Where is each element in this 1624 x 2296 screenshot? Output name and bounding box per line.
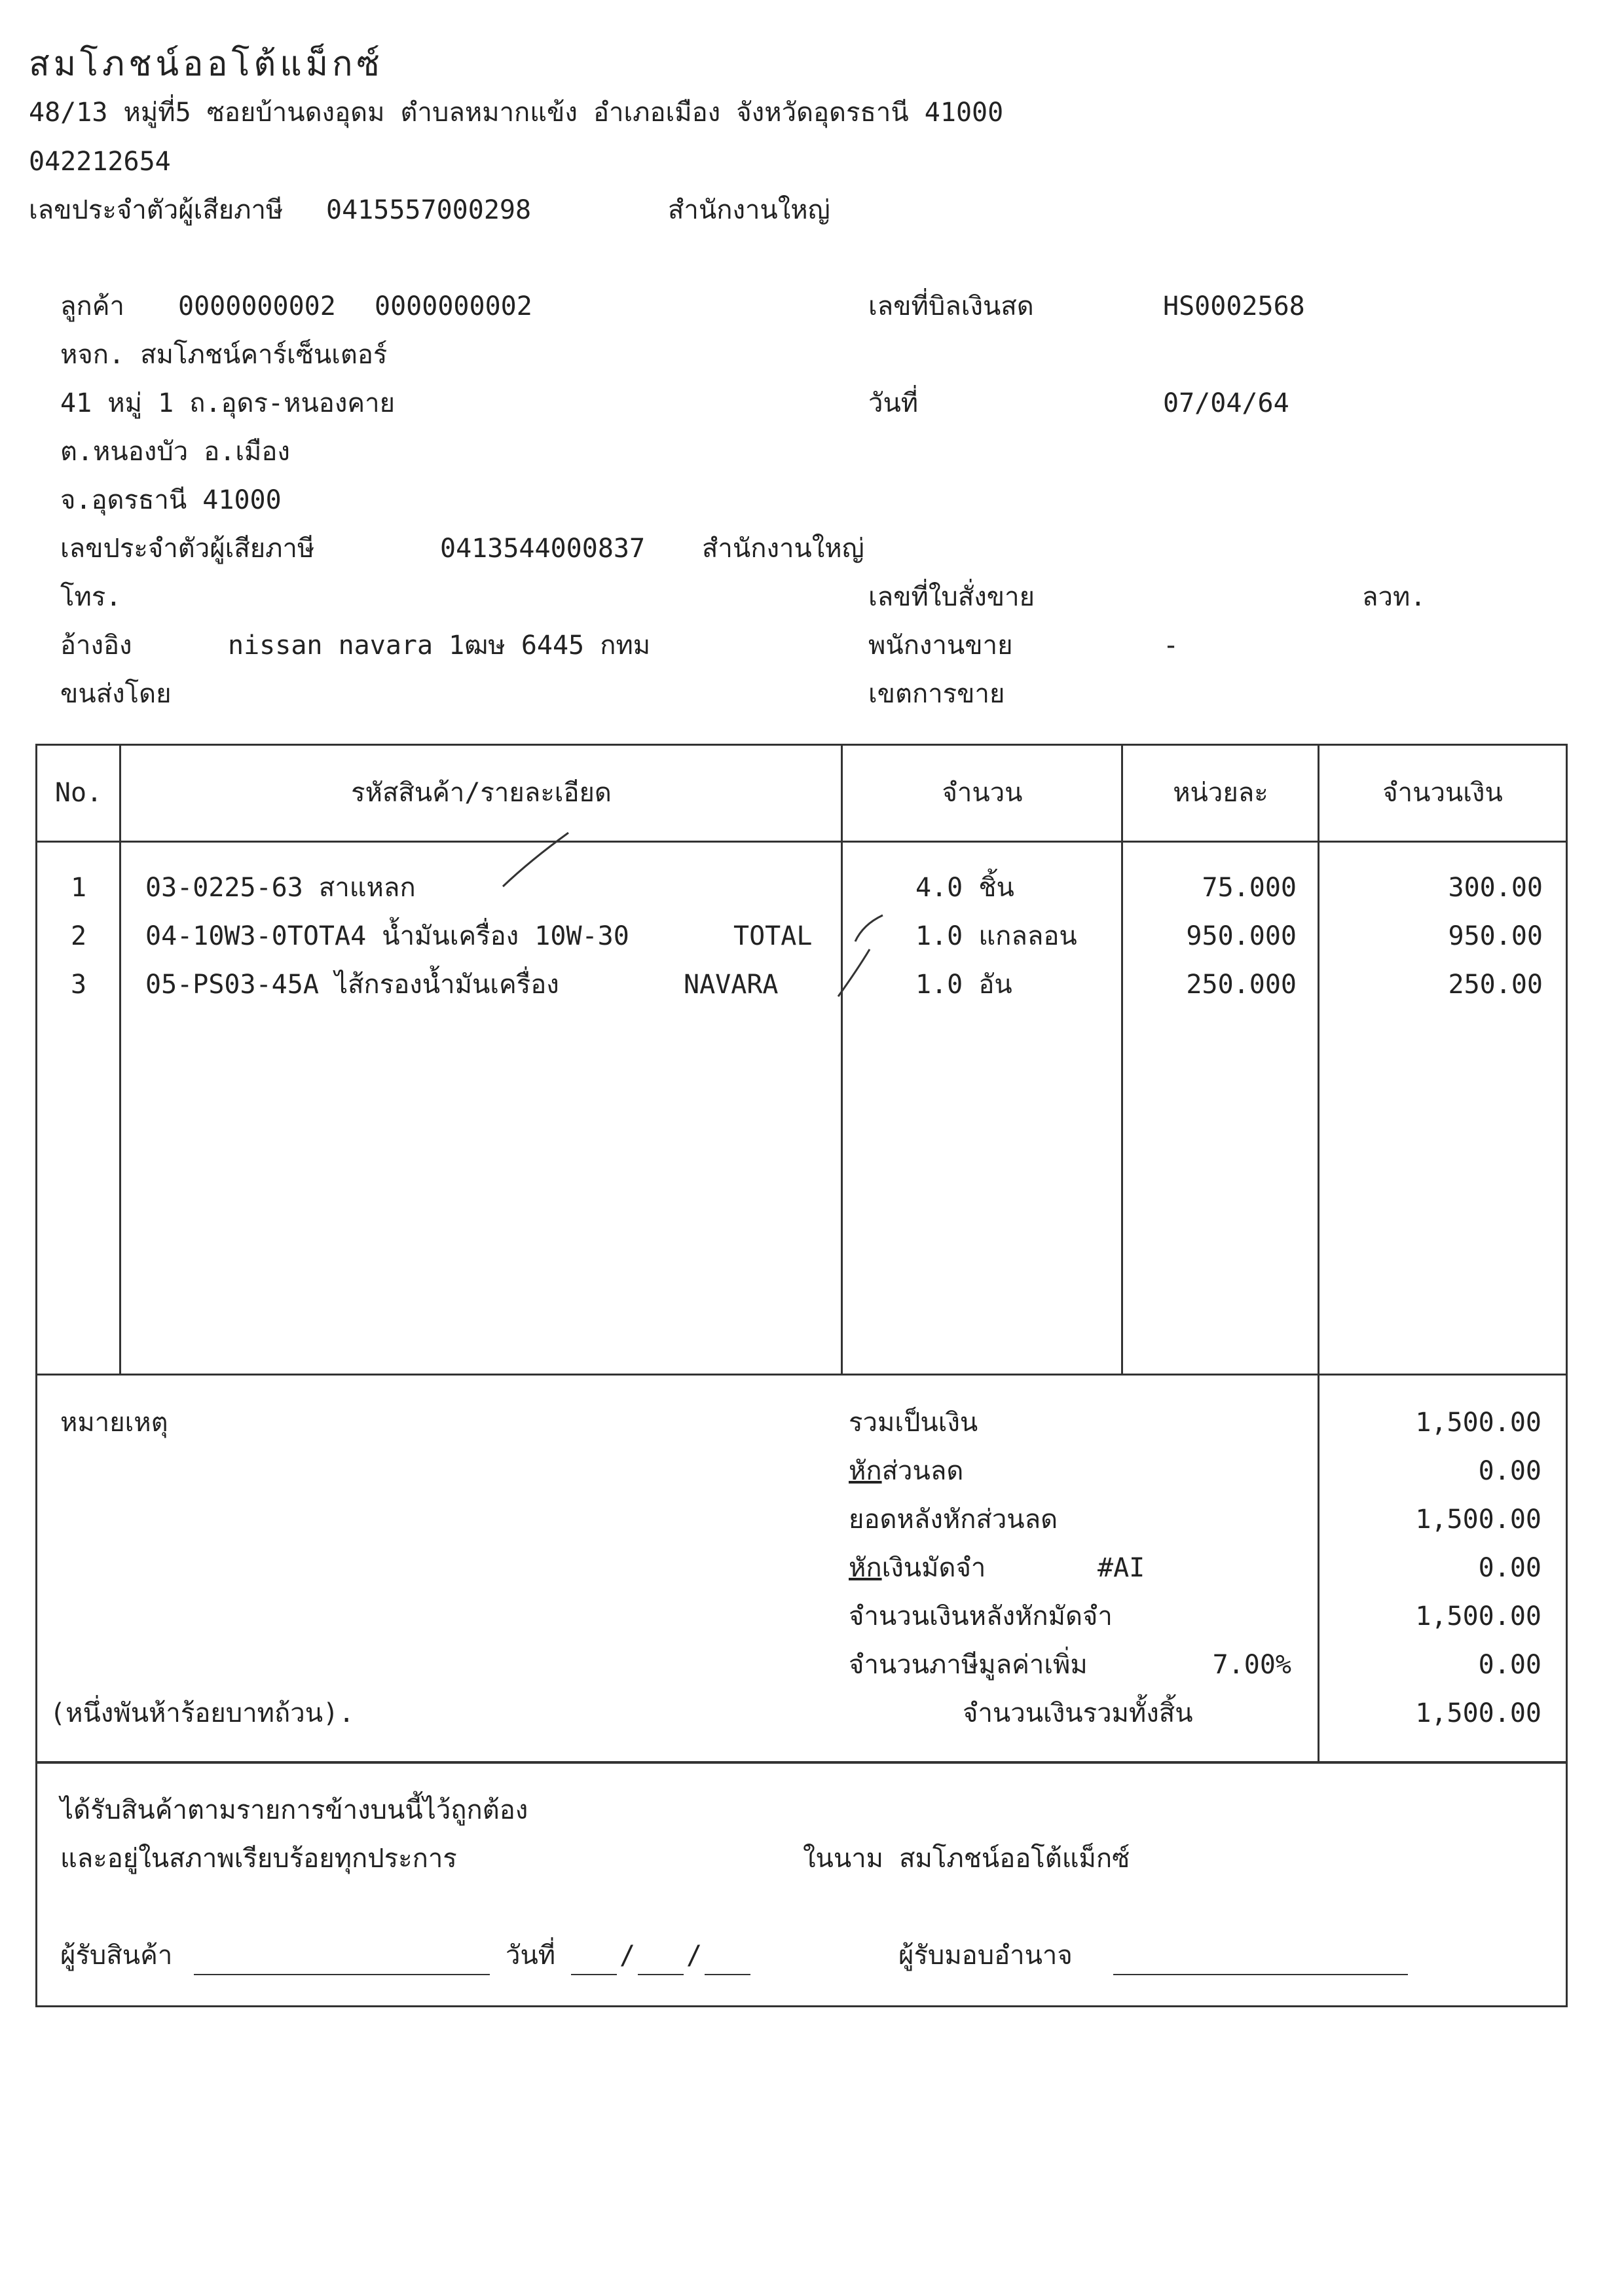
row-3-unit-price: 250.000	[1186, 970, 1297, 1000]
row-1-amount: 300.00	[1448, 873, 1543, 903]
row-3-description: 05-PS03-45A ไส้กรองน้ำมันเครื่อง	[145, 970, 559, 1000]
received-statement-2: และอยู่ในสภาพเรียบร้อยทุกประการ	[60, 1844, 457, 1874]
customer-name: หจก. สมโภชน์คาร์เซ็นเตอร์	[60, 340, 388, 370]
handwritten-check-mark-1	[498, 826, 576, 892]
row-1-description: 03-0225-63 สาแหลก	[145, 873, 416, 903]
discount-label	[849, 1455, 963, 1487]
vat-rate: 7.00%	[1212, 1650, 1291, 1680]
row-3-quantity: 1.0 อัน	[915, 970, 1012, 1000]
discount-label-suffix: ส่วนลด	[881, 1456, 964, 1486]
salesman-value: -	[1163, 630, 1179, 661]
ltw-label: ลวท.	[1362, 582, 1426, 612]
deposit-label	[849, 1552, 986, 1584]
vat-label: จำนวนภาษีมูลค่าเพิ่ม	[849, 1650, 1088, 1680]
date-month-line	[638, 1974, 684, 1975]
date-slash-1: /	[619, 1941, 636, 1971]
customer-address-3: จ.อุดรธานี 41000	[60, 485, 282, 515]
company-phone: 042212654	[29, 147, 171, 177]
reference-label: อ้างอิง	[60, 630, 132, 661]
subtotal-label: รวมเป็นเงิน	[849, 1408, 978, 1438]
discount-label-prefix: หัก	[849, 1456, 882, 1486]
receiver-label: ผู้รับสินค้า	[60, 1941, 173, 1971]
order-number-label: เลขที่ใบสั่งขาย	[868, 582, 1035, 612]
shipping-label: ขนส่งโดย	[60, 679, 172, 709]
after-discount-label: ยอดหลังหักส่วนลด	[849, 1504, 1058, 1535]
vat-value: 0.00	[1478, 1650, 1541, 1680]
subtotal-value: 1,500.00	[1415, 1408, 1541, 1438]
row-1-no: 1	[70, 873, 87, 903]
row-1-unit-price: 75.000	[1202, 873, 1297, 903]
deposit-label-suffix: เงินมัดจำ	[881, 1553, 986, 1583]
customer-label: ลูกค้า	[60, 291, 124, 321]
after-deposit-label: จำนวนเงินหลังหักมัดจำ	[849, 1601, 1113, 1631]
discount-value: 0.00	[1478, 1456, 1541, 1486]
row-2-amount: 950.00	[1448, 921, 1543, 951]
row-2-description: 04-10W3-0TOTA4 น้ำมันเครื่อง 10W-30	[145, 921, 629, 951]
company-tax-label: เลขประจำตัวผู้เสียภาษี	[29, 195, 284, 225]
company-tax-id: 0415557000298	[326, 195, 532, 225]
bill-number-label: เลขที่บิลเงินสด	[868, 291, 1034, 321]
col-divider-no	[119, 744, 121, 1375]
amount-in-words: (หนึ่งพันห้าร้อยบาทถ้วน).	[50, 1698, 355, 1728]
reference-value: nissan navara 1ฒษ 6445 กทม	[228, 630, 651, 661]
customer-address-1: 41 หมู่ 1 ถ.อุดร-หนองคาย	[60, 388, 396, 418]
customer-code-1: 0000000002	[178, 291, 336, 321]
header-amount: จำนวนเงิน	[1382, 778, 1503, 808]
handwritten-check-mark-2	[832, 910, 891, 1002]
row-3-brand: NAVARA	[684, 970, 779, 1000]
company-address: 48/13 หมู่ที่5 ซอยบ้านดงอุดม ตำบลหมากแข้ง อำเภอเมือง จังหวัดอุดรธานี 41000	[29, 98, 1004, 128]
after-discount-value: 1,500.00	[1415, 1504, 1541, 1535]
deposit-code: #AI	[1098, 1553, 1145, 1583]
customer-address-2: ต.หนองบัว อ.เมือง	[60, 437, 290, 467]
col-divider-desc	[841, 744, 843, 1375]
date-year-line	[705, 1974, 750, 1975]
customer-phone-label: โทร.	[60, 582, 122, 612]
bill-number: HS0002568	[1163, 291, 1305, 321]
row-3-no: 3	[70, 970, 87, 1000]
header-unit-price: หน่วยละ	[1173, 778, 1268, 808]
bill-date: 07/04/64	[1163, 388, 1289, 418]
received-statement-1: ได้รับสินค้าตามรายการข้างบนนี้ไว้ถูกต้อง	[60, 1795, 528, 1825]
col-divider-unit	[1318, 744, 1320, 1762]
row-2-no: 2	[70, 921, 87, 951]
customer-branch: สำนักงานใหญ่	[702, 534, 864, 564]
company-name: สมโภชน์ออโต้แม็กซ์	[29, 45, 384, 84]
grand-total-label: จำนวนเงินรวมทั้งสิ้น	[963, 1698, 1193, 1728]
customer-tax-id: 0413544000837	[440, 534, 646, 564]
remark-label: หมายเหตุ	[60, 1408, 168, 1438]
after-deposit-value: 1,500.00	[1415, 1601, 1541, 1631]
bill-date-label: วันที่	[868, 388, 919, 418]
deposit-value: 0.00	[1478, 1553, 1541, 1583]
row-1-quantity: 4.0 ชิ้น	[915, 873, 1014, 903]
table-header-divider	[35, 841, 1568, 843]
table-body-bottom	[35, 1374, 1568, 1376]
header-quantity: จำนวน	[942, 778, 1023, 808]
salesman-label: พนักงานขาย	[868, 630, 1013, 661]
header-no: No.	[54, 778, 103, 808]
header-description: รหัสสินค้า/รายละเอียด	[351, 778, 612, 808]
receiver-signature-line	[194, 1974, 490, 1975]
grand-total-value: 1,500.00	[1415, 1698, 1541, 1728]
date-slash-2: /	[686, 1941, 703, 1971]
deposit-label-prefix: หัก	[849, 1553, 882, 1583]
on-behalf-of: ในนาม สมโภชน์ออโต้แม็กซ์	[803, 1844, 1130, 1874]
receive-date-label: วันที่	[506, 1941, 556, 1971]
col-divider-qty	[1121, 744, 1123, 1375]
company-branch: สำนักงานใหญ่	[668, 195, 830, 225]
row-2-quantity: 1.0 แกลลอน	[915, 921, 1077, 951]
authorized-signature-line	[1113, 1974, 1408, 1975]
customer-tax-label: เลขประจำตัวผู้เสียภาษี	[60, 534, 315, 564]
sales-area-label: เขตการขาย	[868, 679, 1005, 709]
row-2-brand: TOTAL	[733, 921, 813, 951]
row-3-amount: 250.00	[1448, 970, 1543, 1000]
date-day-line	[571, 1974, 617, 1975]
authorized-label: ผู้รับมอบอำนาจ	[898, 1941, 1073, 1971]
customer-code-2: 0000000002	[375, 291, 532, 321]
row-2-unit-price: 950.000	[1186, 921, 1297, 951]
